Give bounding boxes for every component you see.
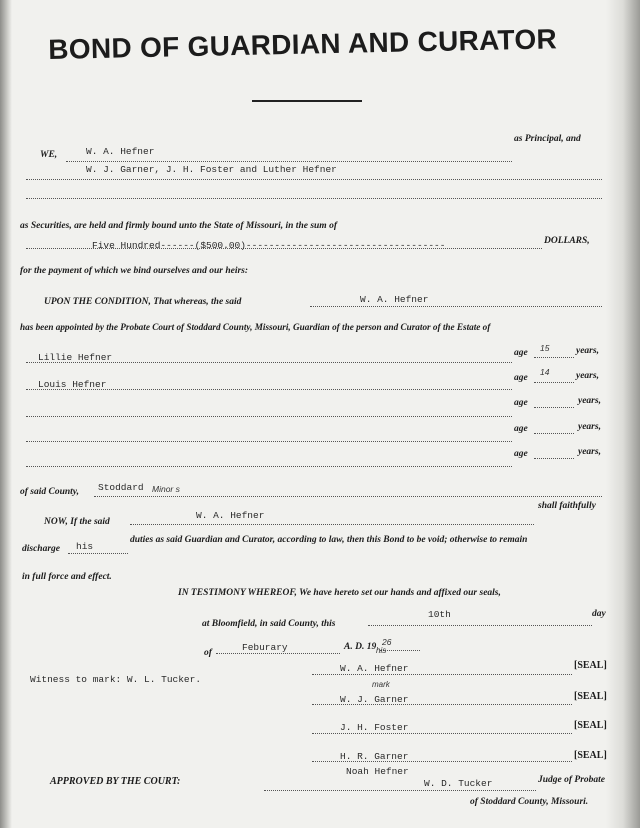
principal-line <box>66 161 512 162</box>
principal-label: as Principal, and <box>514 134 581 144</box>
payment-text: for the payment of which we bind ourselves and our heirs: <box>20 266 249 276</box>
county-line <box>94 496 602 497</box>
age-line-5 <box>534 458 574 459</box>
ward-age-1: 15 <box>540 343 550 353</box>
now-line <box>130 524 534 525</box>
age-line-1 <box>534 357 574 358</box>
we-label: WE, <box>40 150 58 160</box>
seal-3: [SEAL] <box>574 720 607 731</box>
sum-amount: Five Hundred------($500.00)----------------------------------- <box>92 240 446 251</box>
said-name: W. A. Hefner <box>360 294 429 305</box>
securities-line-2 <box>26 198 602 199</box>
county-label: of said County, <box>20 487 80 497</box>
now-text: NOW, If the said <box>44 517 110 527</box>
signature-2: W. J. Garner <box>340 694 409 705</box>
condition-text: UPON THE CONDITION, That whereas, the said <box>44 297 242 307</box>
age-line-4 <box>534 433 574 434</box>
county-name: Stoddard <box>98 482 144 493</box>
shall-text: shall faithfully <box>538 501 596 511</box>
seal-2: [SEAL] <box>574 691 607 702</box>
of-label: of <box>204 648 212 658</box>
his-mark-below: mark <box>372 680 390 689</box>
judge-label: Judge of Probate <box>538 775 606 785</box>
ward-name-1: Lillie Hefner <box>38 352 113 363</box>
signature-line-3 <box>312 733 572 734</box>
age-line-2 <box>534 382 574 383</box>
ward-line-3 <box>26 416 512 417</box>
years-label-5: years, <box>578 447 601 457</box>
document-title: BOND OF GUARDIAN AND CURATOR <box>48 23 558 65</box>
signature-1: W. A. Hefner <box>340 663 409 674</box>
years-label-3: years, <box>578 396 601 406</box>
judge-line <box>264 790 536 791</box>
minors-label: Minor s <box>152 484 180 494</box>
testimony-day: 10th <box>428 609 451 620</box>
day-label: day <box>592 609 606 619</box>
appointed-text: has been appointed by the Probate Court of Stoddard County, Missouri, Guardian of the person and Curator of the Estate of <box>20 322 491 332</box>
ward-age-2: 14 <box>540 367 550 377</box>
seal-1: [SEAL] <box>574 660 607 671</box>
ward-line-4 <box>26 441 512 442</box>
month-line <box>216 653 340 654</box>
pronoun-line <box>68 553 128 554</box>
years-label-4: years, <box>578 422 601 432</box>
testimony-month: Feburary <box>242 642 288 653</box>
discharge-label: discharge <box>22 544 60 554</box>
day-line <box>368 625 592 626</box>
testimony-year: 26 <box>382 637 392 647</box>
page-left-edge <box>0 0 12 828</box>
signature-4: H. R. Garner <box>340 751 409 762</box>
judge-name: W. D. Tucker <box>424 778 493 789</box>
securities-line-1 <box>26 179 602 180</box>
years-label-1: years, <box>576 346 599 356</box>
page-right-edge <box>606 0 640 828</box>
age-line-3 <box>534 407 574 408</box>
ward-line-5 <box>26 466 512 467</box>
age-label-1: age <box>514 348 528 358</box>
age-label-3: age <box>514 398 528 408</box>
his-mark-above: his <box>376 646 387 655</box>
ward-name-2: Louis Hefner <box>38 379 107 390</box>
said-line <box>310 306 602 307</box>
county-court-text: of Stoddard County, Missouri. <box>470 797 589 807</box>
testimony-text: IN TESTIMONY WHEREOF, We have hereto set our hands and affixed our seals, <box>178 588 501 598</box>
years-label-2: years, <box>576 371 599 381</box>
securities-names: W. J. Garner, J. H. Foster and Luther Hefner <box>86 164 337 175</box>
force-text: in full force and effect. <box>22 572 112 582</box>
ad-label: A. D. 19 <box>344 642 377 652</box>
duties-text: duties as said Guardian and Curator, according to law, then this Bond to be void; otherwise to remain <box>130 535 528 545</box>
bloomfield-text: at Bloomfield, in said County, this <box>202 619 336 629</box>
age-label-4: age <box>514 424 528 434</box>
witness-text: Witness to mark: W. L. Tucker. <box>30 674 202 685</box>
dollars-label: DOLLARS, <box>544 236 590 246</box>
age-label-5: age <box>514 449 528 459</box>
signature-line-1 <box>312 674 572 675</box>
signature-3: J. H. Foster <box>340 722 409 733</box>
approver-name: Noah Hefner <box>346 766 409 777</box>
securities-text: as Securities, are held and firmly bound unto the State of Missouri, in the sum of <box>20 221 337 231</box>
pronoun: his <box>76 541 94 552</box>
approved-text: APPROVED BY THE COURT: <box>50 776 181 787</box>
seal-4: [SEAL] <box>574 750 607 761</box>
title-divider <box>252 100 362 102</box>
principal-name: W. A. Hefner <box>86 146 155 157</box>
age-label-2: age <box>514 373 528 383</box>
now-name: W. A. Hefner <box>196 510 265 521</box>
